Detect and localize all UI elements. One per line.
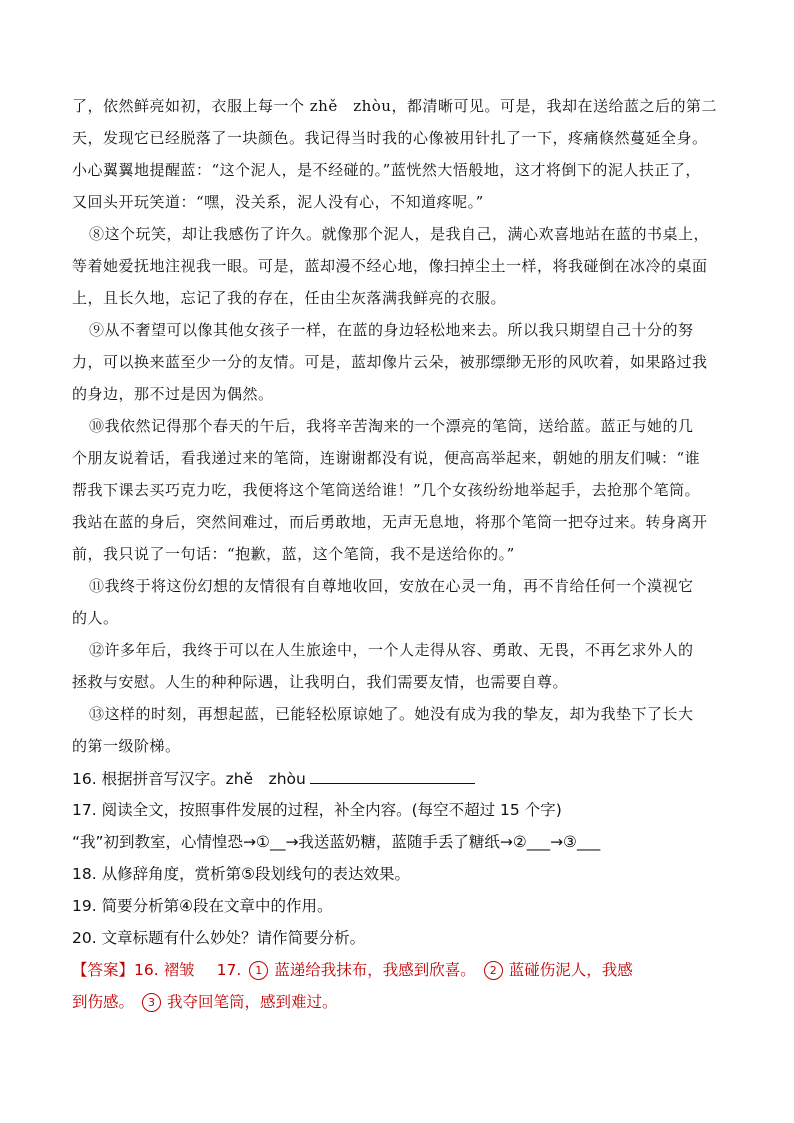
paragraph-13-start: ⑬这样的时刻，再想起蓝，已能轻松原谅她了。她没有成为我的挚友，却为我垫下了长大 bbox=[89, 705, 694, 723]
passage-line: 的身边，那不过是因为偶然。 bbox=[72, 385, 274, 403]
answer-line-1 bbox=[72, 959, 722, 981]
passage-line: 个朋友说着话，看我递过来的笔筒，连谢谢都没有说，便高高举起来，朝她的朋友们喊：“谁 bbox=[72, 449, 701, 467]
answer-17-label: 17. bbox=[216, 961, 242, 979]
answer-17-item-1: 蓝递给我抹布，我感到欣喜。 bbox=[274, 961, 476, 979]
question-19: 19. 简要分析第④段在文章中的作用。 bbox=[72, 897, 333, 915]
passage-line: 了，依然鲜亮如初，衣服上每一个 zhě zhòu，都清晰可见。可是，我却在送给蓝之后的第二 bbox=[72, 97, 717, 115]
question-20: 20. 文章标题有什么妙处？请作简要分析。 bbox=[72, 929, 366, 947]
passage-line: 拯救与安慰。人生的种种际遇，让我明白，我们需要友情，也需要自尊。 bbox=[72, 673, 569, 691]
question-16 bbox=[72, 767, 722, 790]
paragraph-10-start: ⑩我依然记得那个春天的午后，我将辛苦淘来的一个漂亮的笔筒，送给蓝。蓝正与她的几 bbox=[89, 417, 694, 435]
answer-17-item-2-cont: 到伤感。 bbox=[72, 993, 135, 1011]
answer-17-item-3: 我夺回笔筒，感到难过。 bbox=[167, 993, 338, 1011]
question-17-flow: “我”初到教室，心情惶恐→①__→我送蓝奶糖，蓝随手丢了糖纸→②___→③___ bbox=[72, 833, 601, 851]
circled-number-1: 1 bbox=[249, 961, 268, 980]
passage-line: 的第一级阶梯。 bbox=[72, 737, 181, 755]
passage-line: 上，且长久地，忘记了我的存在，任由尘灰落满我鲜亮的衣服。 bbox=[72, 289, 507, 307]
passage-line: 天，发现它已经脱落了一块颜色。我记得当时我的心像被用针扎了一下，疼痛倏然蔓延全身。 bbox=[72, 129, 708, 147]
passage-line: 帮我下课去买巧克力吃，我便将这个笔筒送给谁！”几个女孩纷纷地举起手，去抢那个笔筒。 bbox=[72, 481, 701, 499]
passage-line: 又回头开玩笑道：“嘿，没关系，泥人没有心，不知道疼呢。” bbox=[72, 193, 484, 211]
answer-16: 16. 褶皱 bbox=[134, 961, 195, 979]
paragraph-11-start: ⑪我终于将这份幻想的友情很有自尊地收回，安放在心灵一角，再不肯给任何一个漠视它 bbox=[89, 577, 694, 595]
passage-line: 的人。 bbox=[72, 609, 119, 627]
question-16-text: 16. 根据拼音写汉字。zhě zhòu bbox=[72, 770, 306, 788]
passage-line: 小心翼翼地提醒蓝：“这个泥人，是不经碰的。”蓝恍然大悟般地，这才将倒下的泥人扶正了， bbox=[72, 161, 701, 179]
passage-line: 前，我只说了一句话：“抱歉，蓝，这个笔筒，我不是送给你的。” bbox=[72, 545, 515, 563]
answer-label: 【答案】 bbox=[72, 961, 135, 979]
paragraph-8-start: ⑧这个玩笑，却让我感伤了许久。就像那个泥人，是我自己，满心欢喜地站在蓝的书桌上， bbox=[89, 225, 710, 243]
question-17: 17. 阅读全文，按照事件发展的过程，补全内容。(每空不超过 15 个字) bbox=[72, 801, 562, 819]
answer-blank-16[interactable] bbox=[310, 767, 475, 784]
paragraph-9-start: ⑨从不奢望可以像其他女孩子一样，在蓝的身边轻松地来去。所以我只期望自己十分的努 bbox=[89, 321, 694, 339]
circled-number-2: 2 bbox=[484, 961, 503, 980]
passage-line: 等着她爱抚地注视我一眼。可是，蓝却漫不经心地，像扫掉尘土一样，将我碰倒在冰冷的桌面 bbox=[72, 257, 708, 275]
answer-17-item-2: 蓝碰伤泥人，我感 bbox=[508, 961, 633, 979]
passage-line: 我站在蓝的身后，突然间难过，而后勇敢地，无声无息地，将那个笔筒一把夺过来。转身离开 bbox=[72, 513, 708, 531]
passage-line: 力，可以换来蓝至少一分的友情。可是，蓝却像片云朵，被那缥缈无形的风吹着，如果路过我 bbox=[72, 353, 708, 371]
paragraph-12-start: ⑫许多年后，我终于可以在人生旅途中，一个人走得从容、勇敢、无畏，不再乞求外人的 bbox=[89, 641, 694, 659]
question-18: 18. 从修辞角度，赏析第⑤段划线句的表达效果。 bbox=[72, 865, 410, 883]
circled-number-3: 3 bbox=[142, 993, 161, 1012]
answer-line-2 bbox=[72, 991, 722, 1013]
